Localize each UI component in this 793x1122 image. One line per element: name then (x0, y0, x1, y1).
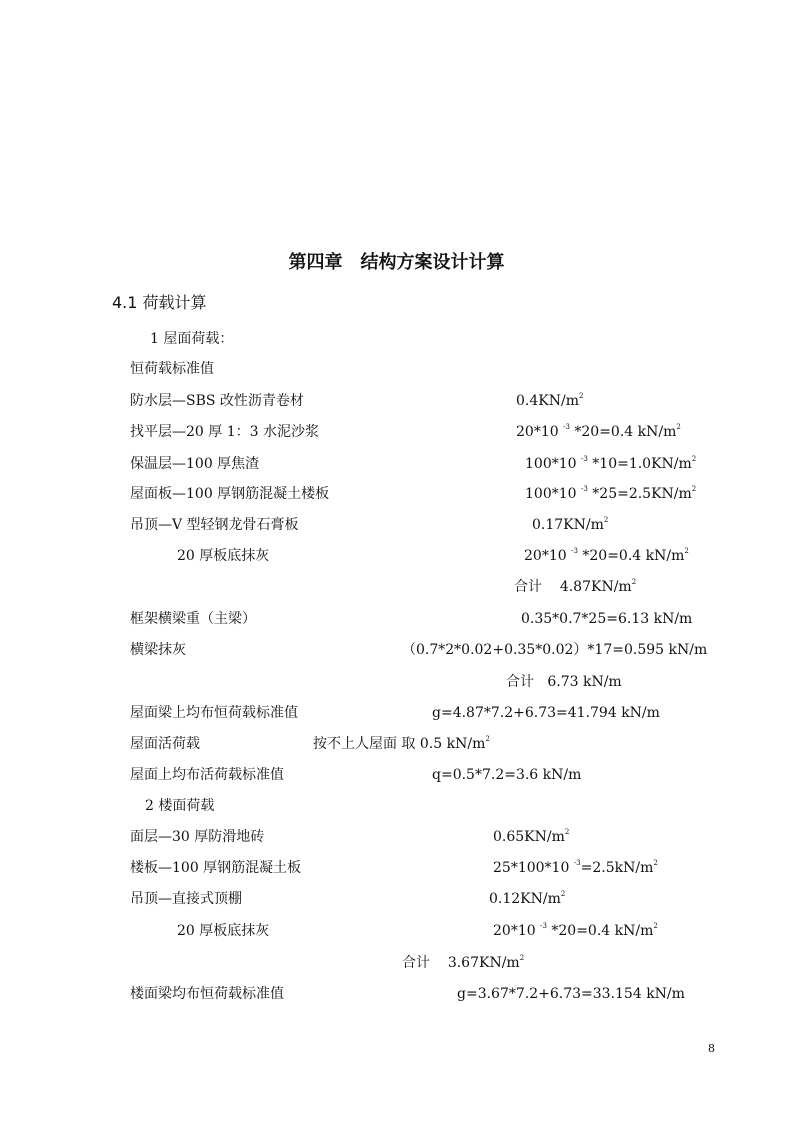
roof-item-name: 20 厚板底抹灰 (177, 548, 270, 564)
roof-beam-dead-value: g=4.87*7.2+6.73=41.794 kN/m (432, 705, 660, 721)
roof-live-name: 屋面活荷载 (130, 736, 200, 752)
floor-item-name: 20 厚板底抹灰 (177, 923, 270, 939)
roof-live-uniform-value: q=0.5*7.2=3.6 kN/m (432, 767, 582, 783)
dead-load-label: 恒荷载标准值 (130, 361, 214, 377)
roof-item-name: 保温层—100 厚焦渣 (130, 456, 260, 472)
beam-plaster-value: （0.7*2*0.02+0.35*0.02）*17=0.595 kN/m (402, 642, 708, 658)
section-title: 4.1 荷载计算 (112, 293, 207, 312)
beam-weight-name: 框架横梁重（主梁） (130, 611, 256, 627)
beam-weight-value: 0.35*0.7*25=6.13 kN/m (521, 611, 693, 627)
floor-beam-dead-name: 楼面梁均布恒荷载标准值 (130, 986, 284, 1002)
floor-item-name: 面层—30 厚防滑地砖 (130, 829, 265, 845)
roof-item-name: 防水层—SBS 改性沥青卷材 (130, 393, 304, 409)
roof-item-value: 100*10 $^{-3}$ $*25=2.5KN/m^2$ (525, 485, 697, 502)
floor-heading: 2 楼面荷载 (145, 798, 215, 814)
roof-item-value: $0.17KN/m^2$ (532, 516, 609, 533)
roof-item-name: 屋面板—100 厚钢筋混凝土楼板 (130, 486, 330, 502)
roof-live-uniform-name: 屋面上均布活荷载标准值 (130, 767, 284, 783)
floor-beam-dead-value: g=3.67*7.2+6.73=33.154 kN/m (457, 986, 685, 1002)
floor-item-name: 吊顶—直接式顶棚 (130, 891, 242, 907)
roof-item-value: 100*10 $^{-3}$ $*10=1.0KN/m^2$ (525, 455, 697, 472)
floor-item-value: 20*10 $^{-3}$ *20=0.4 $kN/m^2$ (493, 922, 658, 939)
beam-total: 合计 6.73 kN/m (506, 674, 622, 690)
page-number: 8 (708, 1042, 715, 1055)
floor-item-value: $0.65KN/m^2$ (493, 828, 570, 845)
floor-item-value: $0.12KN/m^2$ (489, 890, 566, 907)
chapter-title: 第四章 结构方案设计计算 (288, 252, 505, 273)
roof-beam-dead-name: 屋面梁上均布恒荷载标准值 (130, 705, 298, 721)
roof-item-value: $0.4KN/m^2$ (516, 392, 584, 409)
roof-live-value: 按不上人屋面 取 0.5 $kN/m^2$ (313, 735, 490, 752)
roof-item-name: 吊顶—V 型轻钢龙骨石膏板 (130, 517, 299, 533)
roof-item-value: 20*10 $^{-3}$ *20=0.4 $kN/m^2$ (516, 423, 681, 440)
roof-total: 合计 $4.87KN/m^2$ (514, 578, 637, 595)
roof-item-value: 20*10 $^{-3}$ *20=0.4 $kN/m^2$ (524, 547, 689, 564)
beam-plaster-name: 横梁抹灰 (130, 642, 186, 658)
roof-item-name: 找平层—20 厚 1：3 水泥沙浆 (130, 424, 319, 440)
roof-heading: 1 屋面荷载： (150, 331, 234, 347)
floor-total: 合计 $3.67KN/m^2$ (402, 954, 525, 971)
floor-item-value: 25*100*10 $^{-3}=2.5kN/m^2$ (493, 859, 658, 876)
floor-item-name: 楼板—100 厚钢筋混凝土板 (130, 860, 302, 876)
